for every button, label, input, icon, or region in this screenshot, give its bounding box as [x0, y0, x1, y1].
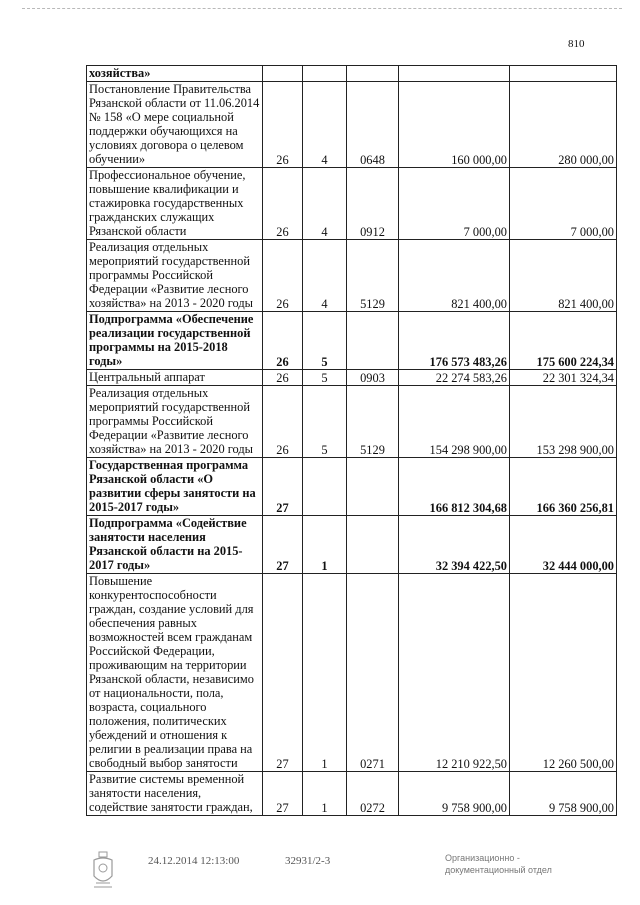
row-amount-2016-cell: 9 758 900,00: [510, 772, 617, 816]
row-subprogram-cell: 5: [303, 312, 347, 370]
table-row: [87, 370, 617, 386]
row-ministry-code-cell: 26: [263, 312, 303, 370]
row-amount-2015-cell: 166 812 304,68: [399, 458, 510, 516]
row-subprogram-cell: 4: [303, 82, 347, 168]
department-stamp-line-1: Организационно -: [445, 853, 520, 863]
row-target-code-cell: [347, 66, 399, 82]
row-amount-2016-cell: 32 444 000,00: [510, 516, 617, 574]
row-target-code-cell: [347, 516, 399, 574]
table-row: [87, 386, 617, 458]
row-amount-2015-cell: 7 000,00: [399, 168, 510, 240]
row-ministry-code-cell: 27: [263, 772, 303, 816]
row-ministry-code-cell: 26: [263, 386, 303, 458]
row-target-code-cell: 0903: [347, 370, 399, 386]
row-name-cell: хозяйства»: [87, 66, 263, 82]
row-name-cell: Постановление Правительства Рязанской области от 11.06.2014 № 158 «О мере социальной поддержки обучающихся на условиях договора о целевом обучении»: [87, 82, 263, 168]
row-ministry-code-cell: 27: [263, 574, 303, 772]
table-row: [87, 458, 617, 516]
table-row: [87, 772, 617, 816]
row-amount-2016-cell: 821 400,00: [510, 240, 617, 312]
row-subprogram-cell: 5: [303, 386, 347, 458]
row-amount-2015-cell: [399, 66, 510, 82]
row-ministry-code-cell: 27: [263, 458, 303, 516]
row-subprogram-cell: 1: [303, 516, 347, 574]
row-target-code-cell: [347, 312, 399, 370]
top-scan-line: [22, 8, 622, 9]
table-row: [87, 240, 617, 312]
row-name-cell: Подпрограмма «Содействие занятости населения Рязанской области на 2015-2017 годы»: [87, 516, 263, 574]
row-name-cell: Реализация отдельных мероприятий государственной программы Российской Федерации «Развитие лесного хозяйства» на 2013 - 2020 годы: [87, 386, 263, 458]
row-amount-2016-cell: 166 360 256,81: [510, 458, 617, 516]
department-stamp-line-2: документационный отдел: [445, 865, 552, 875]
row-amount-2015-cell: 176 573 483,26: [399, 312, 510, 370]
row-target-code-cell: [347, 458, 399, 516]
table-row: [87, 82, 617, 168]
row-name-cell: Профессиональное обучение, повышение квалификации и стажировка государственных гражданских служащих Рязанской области: [87, 168, 263, 240]
footer-doc-id: 32931/2-3: [285, 855, 331, 867]
row-name-cell: Повышение конкурентоспособности граждан, создание условий для обеспечения равных возможностей всем гражданам Российской Федерации, проживающим на территории Рязанской области, независимо от национальности, пола, возраста, социального положения, политических убеждений и отношения к религии в реализации права на свободный выбор занятости: [87, 574, 263, 772]
row-subprogram-cell: [303, 66, 347, 82]
row-ministry-code-cell: 27: [263, 516, 303, 574]
row-amount-2016-cell: [510, 66, 617, 82]
row-subprogram-cell: 1: [303, 574, 347, 772]
row-amount-2015-cell: 22 274 583,26: [399, 370, 510, 386]
table-row: [87, 66, 617, 82]
row-amount-2015-cell: 154 298 900,00: [399, 386, 510, 458]
row-ministry-code-cell: [263, 66, 303, 82]
table-body: [87, 66, 617, 816]
row-name-cell: Подпрограмма «Обеспечение реализации государственной программы на 2015-2018 годы»: [87, 312, 263, 370]
row-subprogram-cell: [303, 458, 347, 516]
row-subprogram-cell: 5: [303, 370, 347, 386]
row-ministry-code-cell: 26: [263, 370, 303, 386]
row-ministry-code-cell: 26: [263, 82, 303, 168]
row-subprogram-cell: 4: [303, 240, 347, 312]
row-amount-2016-cell: 12 260 500,00: [510, 574, 617, 772]
row-ministry-code-cell: 26: [263, 168, 303, 240]
row-amount-2016-cell: 7 000,00: [510, 168, 617, 240]
row-target-code-cell: 0912: [347, 168, 399, 240]
row-amount-2016-cell: 153 298 900,00: [510, 386, 617, 458]
row-amount-2015-cell: 821 400,00: [399, 240, 510, 312]
row-target-code-cell: 5129: [347, 386, 399, 458]
coat-of-arms-icon: [88, 850, 118, 890]
footer-timestamp: 24.12.2014 12:13:00: [148, 855, 240, 867]
row-amount-2016-cell: 22 301 324,34: [510, 370, 617, 386]
row-name-cell: Центральный аппарат: [87, 370, 263, 386]
budget-table: [86, 65, 617, 816]
table-row: [87, 516, 617, 574]
row-amount-2015-cell: 32 394 422,50: [399, 516, 510, 574]
page-number: 810: [568, 38, 585, 50]
row-name-cell: Реализация отдельных мероприятий государственной программы Российской Федерации «Развитие лесного хозяйства» на 2013 - 2020 годы: [87, 240, 263, 312]
row-name-cell: Государственная программа Рязанской области «О развитии сферы занятости на 2015-2017 годы»: [87, 458, 263, 516]
table-row: [87, 168, 617, 240]
table-row: [87, 574, 617, 772]
row-amount-2015-cell: 12 210 922,50: [399, 574, 510, 772]
row-target-code-cell: 0272: [347, 772, 399, 816]
row-name-cell: Развитие системы временной занятости населения, содействие занятости граждан,: [87, 772, 263, 816]
row-ministry-code-cell: 26: [263, 240, 303, 312]
department-stamp: [445, 852, 552, 876]
row-amount-2016-cell: 175 600 224,34: [510, 312, 617, 370]
row-amount-2015-cell: 160 000,00: [399, 82, 510, 168]
row-target-code-cell: 0271: [347, 574, 399, 772]
row-target-code-cell: 5129: [347, 240, 399, 312]
row-amount-2016-cell: 280 000,00: [510, 82, 617, 168]
row-amount-2015-cell: 9 758 900,00: [399, 772, 510, 816]
table-row: [87, 312, 617, 370]
row-subprogram-cell: 1: [303, 772, 347, 816]
row-subprogram-cell: 4: [303, 168, 347, 240]
row-target-code-cell: 0648: [347, 82, 399, 168]
